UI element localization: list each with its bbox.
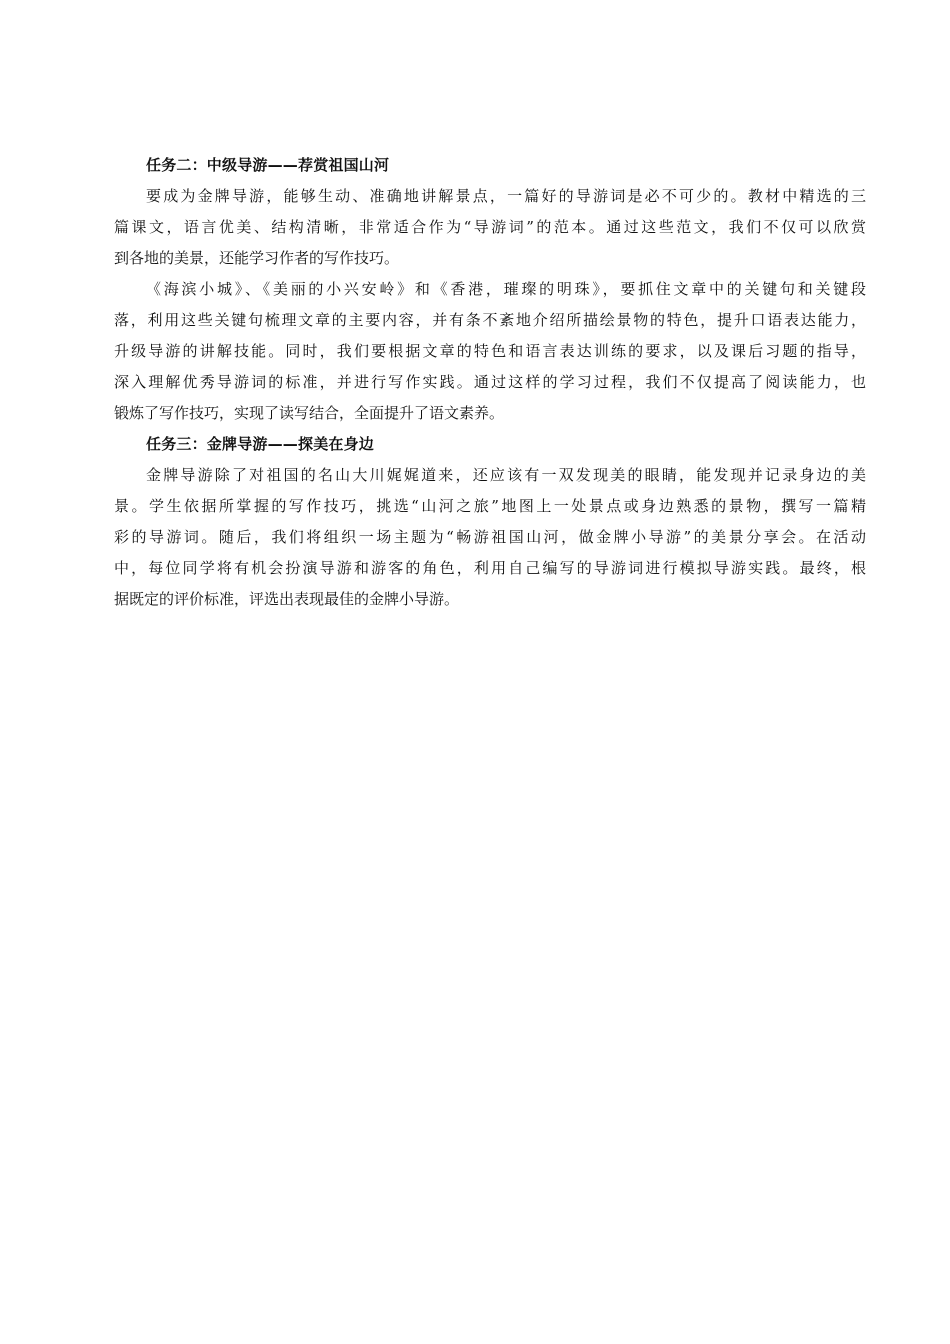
section-task-two xyxy=(114,150,866,429)
paragraph xyxy=(114,181,866,274)
paragraph-line: 景。学生依据所掌握的写作技巧，挑选“山河之旅”地图上一处景点或身边熟悉的景物，撰写一篇精 xyxy=(114,497,866,515)
paragraph-line: 到各地的美景，还能学习作者的写作技巧。 xyxy=(114,249,400,267)
paragraph-line: 篇课文，语言优美、结构清晰，非常适合作为“导游词”的范本。通过这些范文，我们不仅可以欣赏 xyxy=(114,218,866,236)
paragraph-line: 金牌导游除了对祖国的名山大川娓娓道来，还应该有一双发现美的眼睛，能发现并记录身边的美 xyxy=(146,466,866,484)
document-page xyxy=(114,150,866,615)
section-heading: 任务三：金牌导游——探美在身边 xyxy=(146,435,375,453)
paragraph-line: 深入理解优秀导游词的标准，并进行写作实践。通过这样的学习过程，我们不仅提高了阅读能力，也 xyxy=(114,373,866,391)
paragraph xyxy=(114,460,866,615)
paragraph-line: 要成为金牌导游，能够生动、准确地讲解景点，一篇好的导游词是必不可少的。教材中精选的三 xyxy=(146,187,866,205)
section-task-three xyxy=(114,429,866,615)
paragraph-line: 落，利用这些关键句梳理文章的主要内容，并有条不紊地介绍所描绘景物的特色，提升口语表达能力， xyxy=(114,311,866,329)
paragraph-line: 彩的导游词。随后，我们将组织一场主题为“畅游祖国山河，做金牌小导游”的美景分享会。在活动 xyxy=(114,528,866,546)
paragraph xyxy=(114,274,866,429)
section-heading: 任务二：中级导游——荐赏祖国山河 xyxy=(146,156,390,174)
paragraph-line: 锻炼了写作技巧，实现了读写结合，全面提升了语文素养。 xyxy=(114,404,505,422)
paragraph-line: 《海滨小城》、《美丽的小兴安岭》和《香港，璀璨的明珠》，要抓住文章中的关键句和关键段 xyxy=(146,280,866,298)
paragraph-line: 升级导游的讲解技能。同时，我们要根据文章的特色和语言表达训练的要求，以及课后习题的指导， xyxy=(114,342,866,360)
paragraph-line: 中，每位同学将有机会扮演导游和游客的角色，利用自己编写的导游词进行模拟导游实践。最终，根 xyxy=(114,559,866,577)
paragraph-line: 据既定的评价标准，评选出表现最佳的金牌小导游。 xyxy=(114,590,460,608)
